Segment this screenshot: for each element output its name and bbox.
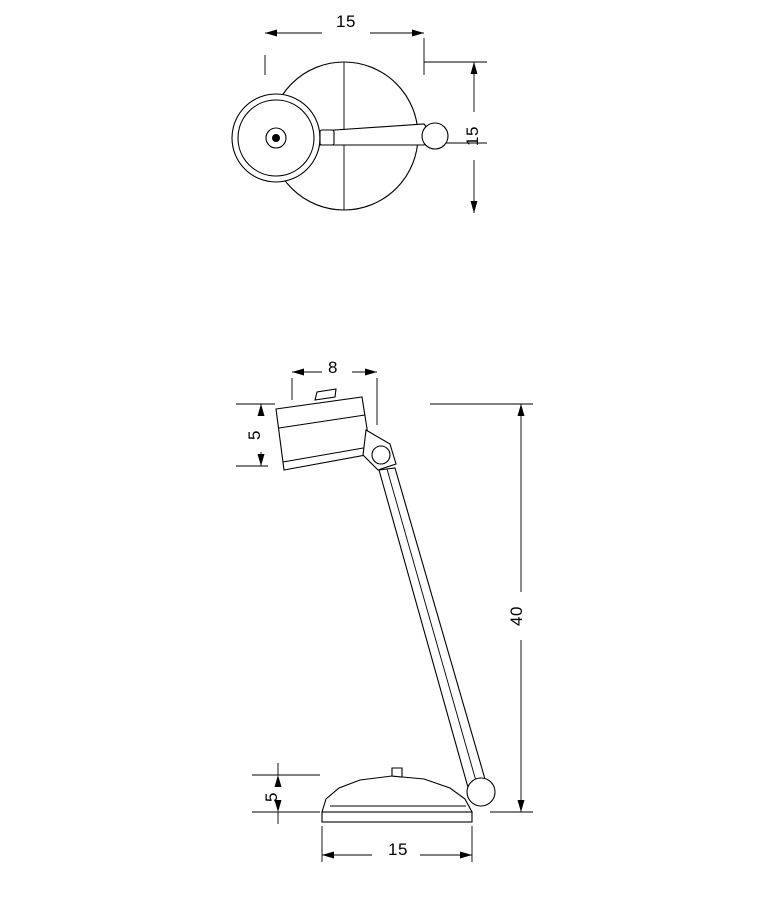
side-view-group	[236, 369, 533, 863]
dimension-base-width-label: 15	[388, 840, 408, 859]
dimension-shade-width-label: 8	[328, 358, 338, 377]
dimension-overall-height-label: 40	[506, 606, 526, 626]
top-view-group	[232, 30, 487, 214]
dimension-top-width-label: 15	[336, 12, 356, 31]
dimension-shade-height-label: 5	[244, 430, 264, 440]
dimension-base-height-label: 5	[261, 792, 281, 802]
dimension-top-depth-label: 15	[462, 126, 482, 146]
